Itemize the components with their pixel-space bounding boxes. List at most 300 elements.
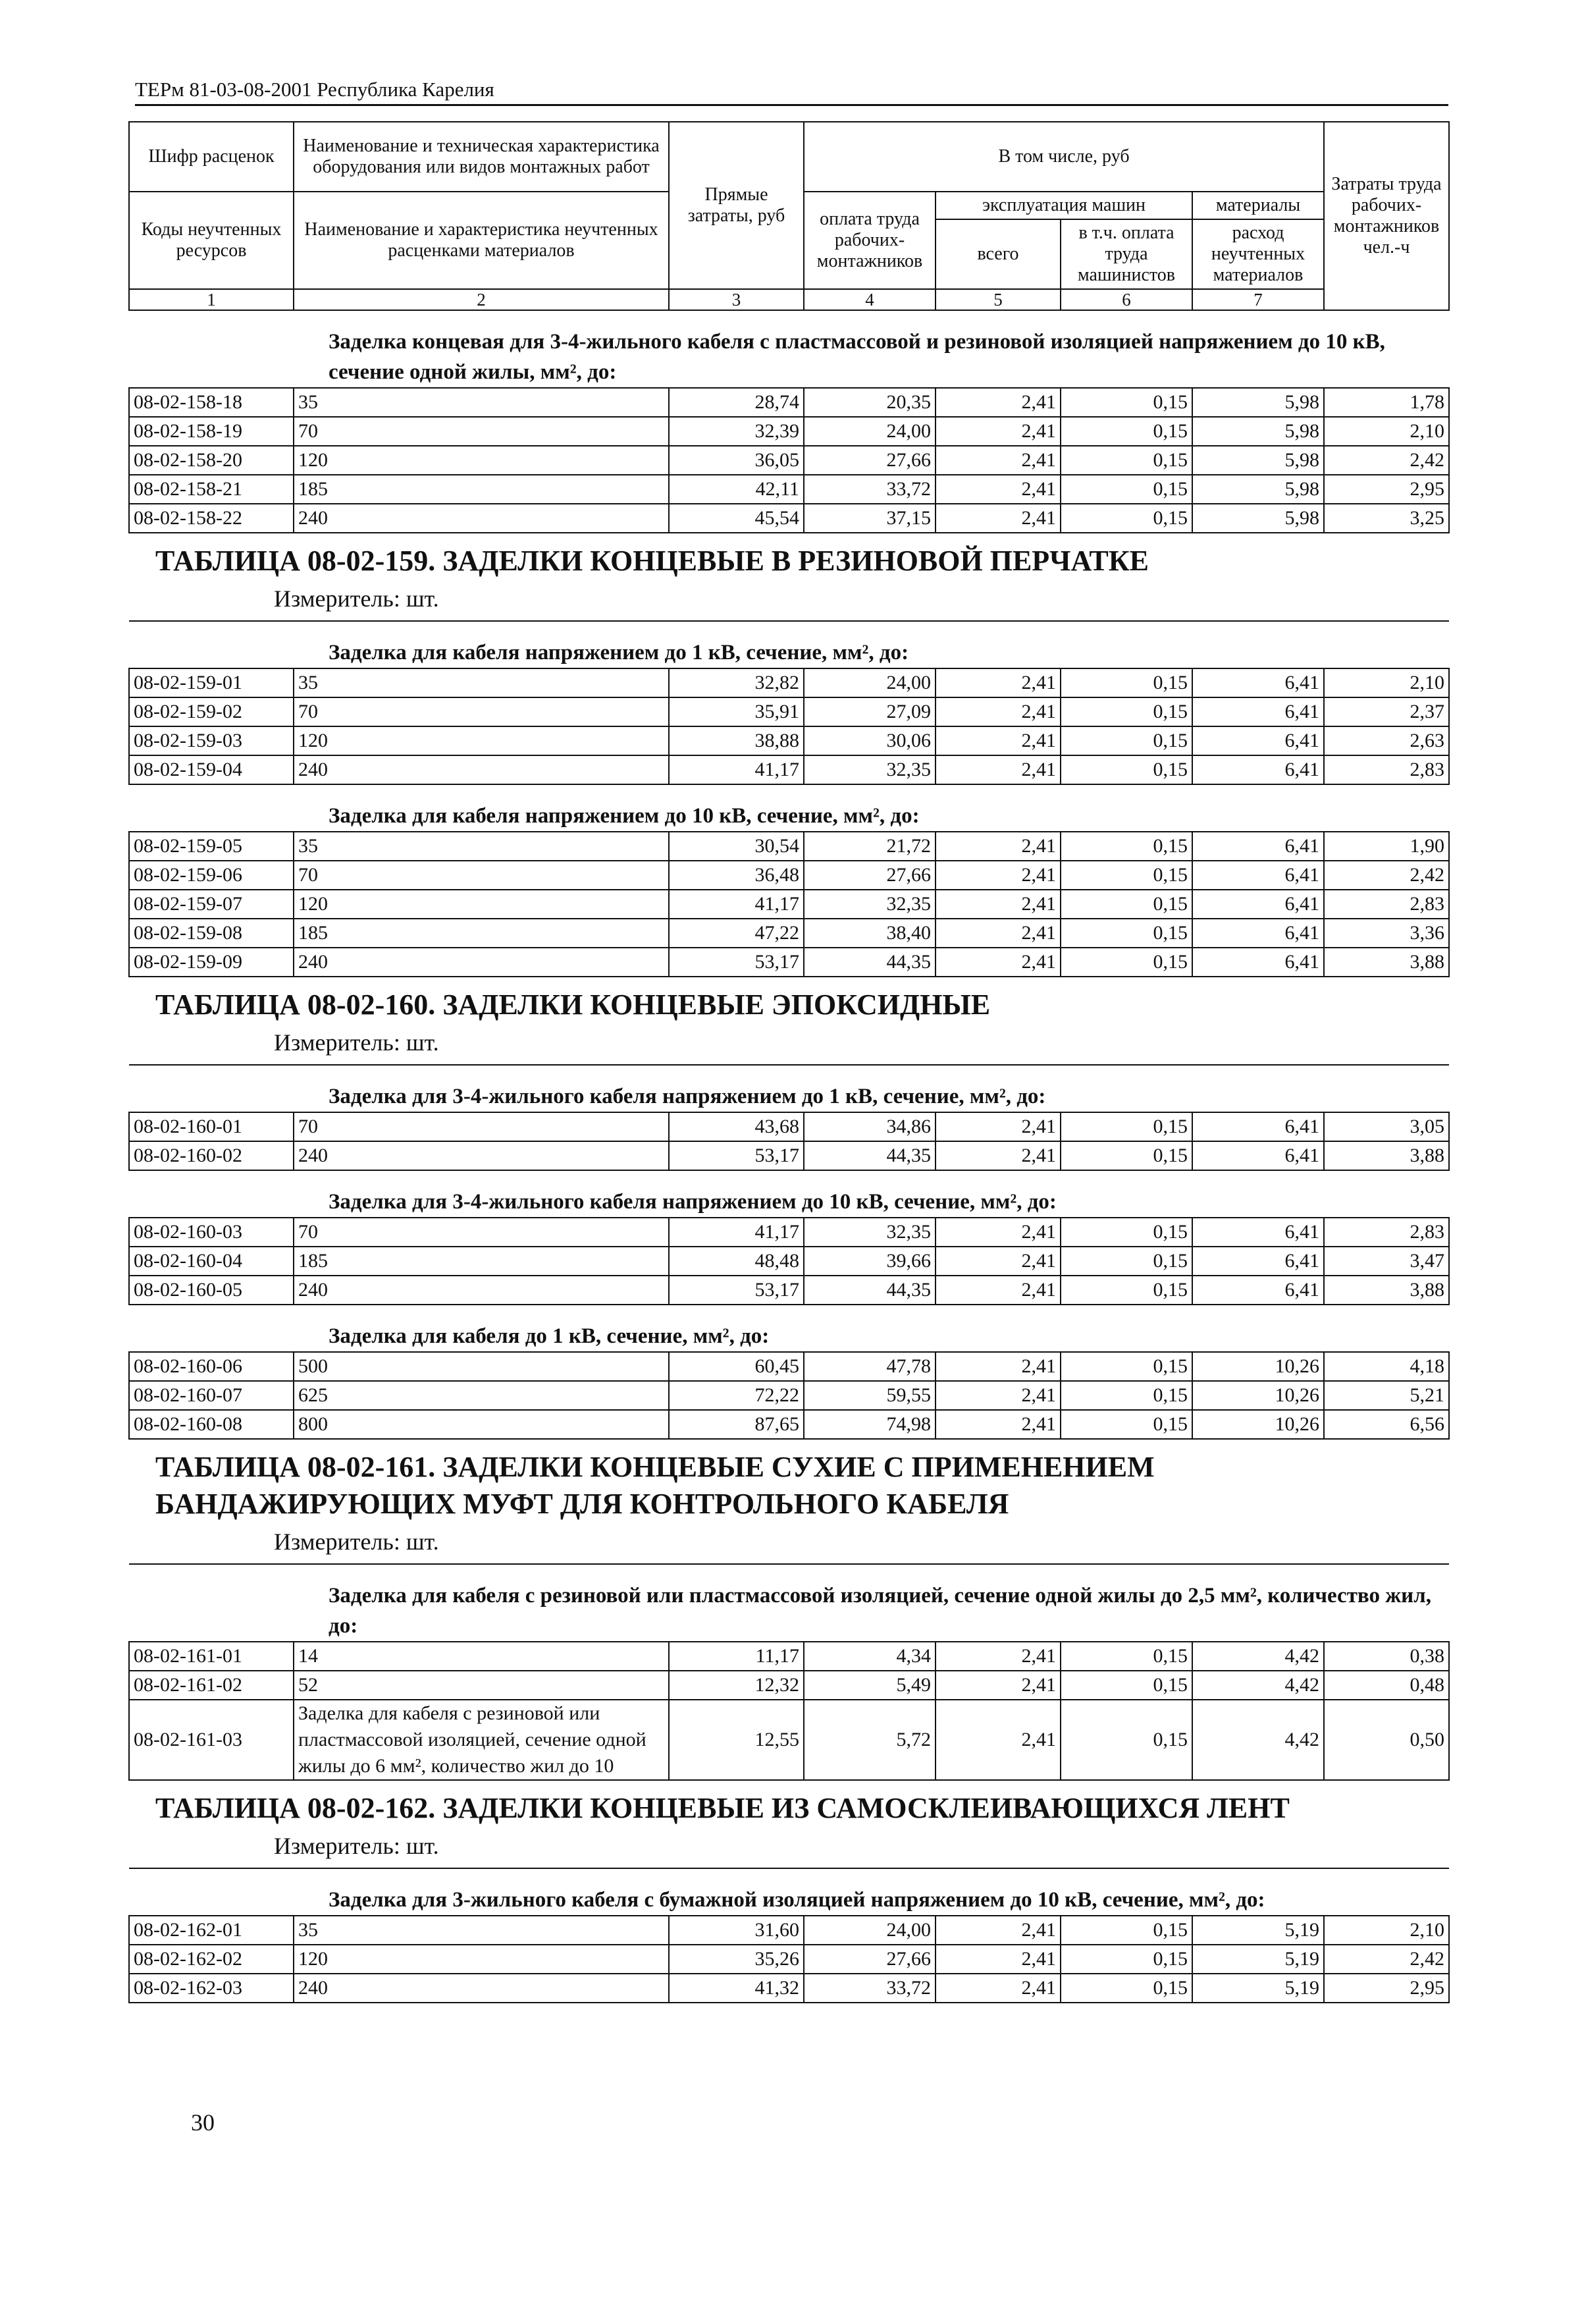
machines-wage: 0,15 xyxy=(1061,1642,1192,1671)
direct-cost: 53,17 xyxy=(669,948,804,977)
col-materials-header: материалы xyxy=(1192,192,1324,219)
labor-hours: 3,88 xyxy=(1324,1276,1449,1305)
labor-hours: 3,25 xyxy=(1324,504,1449,533)
rate-name: 70 xyxy=(294,1112,669,1141)
machines-cost: 2,41 xyxy=(936,919,1061,948)
table-row xyxy=(129,726,1449,755)
rate-name: 35 xyxy=(294,388,669,417)
rate-name: 240 xyxy=(294,504,669,533)
rate-name: 240 xyxy=(294,948,669,977)
labor-hours: 3,88 xyxy=(1324,1141,1449,1170)
table-row xyxy=(129,446,1449,475)
rate-code: 08-02-160-08 xyxy=(129,1410,294,1439)
table-row xyxy=(129,1700,1449,1780)
machines-wage: 0,15 xyxy=(1061,1352,1192,1381)
materials-cost: 10,26 xyxy=(1192,1381,1324,1410)
direct-cost: 53,17 xyxy=(669,1141,804,1170)
wage-cost: 33,72 xyxy=(804,1974,936,2003)
machines-wage: 0,15 xyxy=(1061,1247,1192,1276)
direct-cost: 41,32 xyxy=(669,1974,804,2003)
rate-code: 08-02-160-05 xyxy=(129,1276,294,1305)
measure-label: Измеритель: шт. xyxy=(129,582,1449,621)
col-number: 1 xyxy=(129,289,294,310)
col-incl-header: В том числе, руб xyxy=(804,122,1324,192)
labor-hours: 0,38 xyxy=(1324,1642,1449,1671)
machines-wage: 0,15 xyxy=(1061,832,1192,861)
section-heading-row xyxy=(129,621,1449,668)
section-heading: Заделка для кабеля до 1 кВ, сечение, мм², до: xyxy=(129,1305,1449,1352)
rate-name: 35 xyxy=(294,1916,669,1945)
materials-cost: 5,98 xyxy=(1192,446,1324,475)
col-number: 2 xyxy=(294,289,669,310)
materials-cost: 5,19 xyxy=(1192,1974,1324,2003)
machines-cost: 2,41 xyxy=(936,1410,1061,1439)
machines-cost: 2,41 xyxy=(936,1671,1061,1700)
machines-wage: 0,15 xyxy=(1061,890,1192,919)
col-name-header: Наименование и техническая характеристика оборудования или видов монтажных работ xyxy=(294,122,669,192)
labor-hours: 2,95 xyxy=(1324,475,1449,504)
direct-cost: 36,48 xyxy=(669,861,804,890)
table-title-row xyxy=(129,533,1449,582)
machines-wage: 0,15 xyxy=(1061,1141,1192,1170)
materials-cost: 5,98 xyxy=(1192,504,1324,533)
machines-cost: 2,41 xyxy=(936,832,1061,861)
labor-hours: 2,42 xyxy=(1324,1945,1449,1974)
direct-cost: 87,65 xyxy=(669,1410,804,1439)
rate-code: 08-02-159-08 xyxy=(129,919,294,948)
wage-cost: 38,40 xyxy=(804,919,936,948)
table-row xyxy=(129,1218,1449,1247)
table-row xyxy=(129,948,1449,977)
table-row xyxy=(129,388,1449,417)
rate-name: 120 xyxy=(294,446,669,475)
col-materials-sub-header: расход неучтенных материалов xyxy=(1192,219,1324,289)
labor-hours: 2,83 xyxy=(1324,755,1449,784)
table-row xyxy=(129,890,1449,919)
table-row xyxy=(129,1276,1449,1305)
rate-code: 08-02-159-03 xyxy=(129,726,294,755)
direct-cost: 43,68 xyxy=(669,1112,804,1141)
wage-cost: 27,66 xyxy=(804,861,936,890)
rate-name: 70 xyxy=(294,417,669,446)
direct-cost: 45,54 xyxy=(669,504,804,533)
rate-code: 08-02-160-07 xyxy=(129,1381,294,1410)
rate-code: 08-02-159-05 xyxy=(129,832,294,861)
materials-cost: 6,41 xyxy=(1192,697,1324,726)
wage-cost: 44,35 xyxy=(804,1276,936,1305)
machines-wage: 0,15 xyxy=(1061,726,1192,755)
direct-cost: 53,17 xyxy=(669,1276,804,1305)
section-heading: Заделка концевая для 3-4-жильного кабеля с пластмассовой и резиновой изоляцией напряжением до 10 кВ, сечение одной жилы, мм², до: xyxy=(129,310,1449,388)
rate-name: 185 xyxy=(294,1247,669,1276)
table-row xyxy=(129,1671,1449,1700)
table-row xyxy=(129,755,1449,784)
section-heading-row xyxy=(129,310,1449,388)
table-row xyxy=(129,1974,1449,2003)
machines-wage: 0,15 xyxy=(1061,861,1192,890)
machines-cost: 2,41 xyxy=(936,726,1061,755)
col-machines-wage-header: в т.ч. оплата труда машинистов xyxy=(1061,219,1192,289)
page-number: 30 xyxy=(191,2109,215,2136)
wage-cost: 27,66 xyxy=(804,446,936,475)
rate-code: 08-02-161-02 xyxy=(129,1671,294,1700)
section-heading: Заделка для 3-4-жильного кабеля напряжением до 10 кВ, сечение, мм², до: xyxy=(129,1170,1449,1218)
rate-code: 08-02-160-03 xyxy=(129,1218,294,1247)
col-number: 7 xyxy=(1192,289,1324,310)
labor-hours: 3,05 xyxy=(1324,1112,1449,1141)
labor-hours: 4,18 xyxy=(1324,1352,1449,1381)
rate-name: 70 xyxy=(294,1218,669,1247)
table-title: ТАБЛИЦА 08-02-161. ЗАДЕЛКИ КОНЦЕВЫЕ СУХИЕ С ПРИМЕНЕНИЕМ БАНДАЖИРУЮЩИХ МУФТ ДЛЯ КОНТРОЛЬНОГО КАБЕЛЯ xyxy=(129,1439,1449,1525)
rate-name: 240 xyxy=(294,1276,669,1305)
labor-hours: 2,63 xyxy=(1324,726,1449,755)
machines-wage: 0,15 xyxy=(1061,1410,1192,1439)
rate-code: 08-02-161-03 xyxy=(129,1700,294,1780)
wage-cost: 27,66 xyxy=(804,1945,936,1974)
machines-cost: 2,41 xyxy=(936,388,1061,417)
materials-cost: 6,41 xyxy=(1192,755,1324,784)
machines-wage: 0,15 xyxy=(1061,948,1192,977)
col-number: 6 xyxy=(1061,289,1192,310)
rate-name: 120 xyxy=(294,1945,669,1974)
wage-cost: 33,72 xyxy=(804,475,936,504)
rate-code: 08-02-158-21 xyxy=(129,475,294,504)
machines-wage: 0,15 xyxy=(1061,755,1192,784)
wage-cost: 21,72 xyxy=(804,832,936,861)
machines-cost: 2,41 xyxy=(936,668,1061,697)
measure-row xyxy=(129,1026,1449,1065)
rate-code: 08-02-159-01 xyxy=(129,668,294,697)
col-codes-header: Коды неучтенных ресурсов xyxy=(129,192,294,289)
rate-name: 240 xyxy=(294,1141,669,1170)
rate-name: 185 xyxy=(294,919,669,948)
materials-cost: 5,98 xyxy=(1192,475,1324,504)
machines-wage: 0,15 xyxy=(1061,668,1192,697)
rate-code: 08-02-162-02 xyxy=(129,1945,294,1974)
col-wage-header: оплата труда рабочих-монтажников xyxy=(804,192,936,289)
section-heading-row xyxy=(129,784,1449,832)
materials-cost: 6,41 xyxy=(1192,861,1324,890)
materials-cost: 10,26 xyxy=(1192,1410,1324,1439)
rate-code: 08-02-160-02 xyxy=(129,1141,294,1170)
direct-cost: 28,74 xyxy=(669,388,804,417)
table-title-row xyxy=(129,1780,1449,1829)
rate-name: 70 xyxy=(294,697,669,726)
machines-wage: 0,15 xyxy=(1061,1916,1192,1945)
direct-cost: 36,05 xyxy=(669,446,804,475)
wage-cost: 32,35 xyxy=(804,755,936,784)
machines-cost: 2,41 xyxy=(936,1381,1061,1410)
labor-hours: 6,56 xyxy=(1324,1410,1449,1439)
table-title: ТАБЛИЦА 08-02-160. ЗАДЕЛКИ КОНЦЕВЫЕ ЭПОКСИДНЫЕ xyxy=(129,977,1449,1026)
materials-cost: 6,41 xyxy=(1192,890,1324,919)
direct-cost: 31,60 xyxy=(669,1916,804,1945)
labor-hours: 0,48 xyxy=(1324,1671,1449,1700)
section-heading-row xyxy=(129,1170,1449,1218)
rate-code: 08-02-161-01 xyxy=(129,1642,294,1671)
table-title-row xyxy=(129,1439,1449,1525)
col-machines-total-header: всего xyxy=(936,219,1061,289)
rate-code: 08-02-159-07 xyxy=(129,890,294,919)
section-heading-row xyxy=(129,1305,1449,1352)
wage-cost: 30,06 xyxy=(804,726,936,755)
direct-cost: 12,55 xyxy=(669,1700,804,1780)
materials-cost: 4,42 xyxy=(1192,1671,1324,1700)
labor-hours: 2,10 xyxy=(1324,1916,1449,1945)
materials-cost: 4,42 xyxy=(1192,1642,1324,1671)
section-heading-row xyxy=(129,1564,1449,1642)
rate-code: 08-02-162-01 xyxy=(129,1916,294,1945)
direct-cost: 60,45 xyxy=(669,1352,804,1381)
rate-code: 08-02-160-06 xyxy=(129,1352,294,1381)
machines-wage: 0,15 xyxy=(1061,697,1192,726)
rate-name: 625 xyxy=(294,1381,669,1410)
machines-cost: 2,41 xyxy=(936,755,1061,784)
materials-cost: 5,98 xyxy=(1192,417,1324,446)
machines-cost: 2,41 xyxy=(936,1276,1061,1305)
labor-hours: 1,78 xyxy=(1324,388,1449,417)
rate-code: 08-02-158-19 xyxy=(129,417,294,446)
col-direct-header: Прямые затраты, руб xyxy=(669,122,804,289)
wage-cost: 37,15 xyxy=(804,504,936,533)
materials-cost: 6,41 xyxy=(1192,726,1324,755)
wage-cost: 20,35 xyxy=(804,388,936,417)
measure-row xyxy=(129,1829,1449,1868)
machines-cost: 2,41 xyxy=(936,1642,1061,1671)
materials-cost: 5,19 xyxy=(1192,1916,1324,1945)
labor-hours: 1,90 xyxy=(1324,832,1449,861)
labor-hours: 2,42 xyxy=(1324,861,1449,890)
rate-name: 35 xyxy=(294,832,669,861)
machines-cost: 2,41 xyxy=(936,475,1061,504)
measure-label: Измеритель: шт. xyxy=(129,1525,1449,1564)
wage-cost: 47,78 xyxy=(804,1352,936,1381)
machines-cost: 2,41 xyxy=(936,1141,1061,1170)
wage-cost: 5,72 xyxy=(804,1700,936,1780)
machines-cost: 2,41 xyxy=(936,417,1061,446)
col-machines-header: эксплуатация машин xyxy=(936,192,1192,219)
rate-code: 08-02-160-01 xyxy=(129,1112,294,1141)
header-number-row xyxy=(129,289,1449,310)
machines-cost: 2,41 xyxy=(936,697,1061,726)
machines-cost: 2,41 xyxy=(936,446,1061,475)
wage-cost: 39,66 xyxy=(804,1247,936,1276)
table-row xyxy=(129,417,1449,446)
direct-cost: 32,39 xyxy=(669,417,804,446)
machines-wage: 0,15 xyxy=(1061,1945,1192,1974)
table-row xyxy=(129,1112,1449,1141)
table-title: ТАБЛИЦА 08-02-159. ЗАДЕЛКИ КОНЦЕВЫЕ В РЕЗИНОВОЙ ПЕРЧАТКЕ xyxy=(129,533,1449,582)
rate-code: 08-02-159-02 xyxy=(129,697,294,726)
wage-cost: 24,00 xyxy=(804,417,936,446)
section-heading: Заделка для кабеля напряжением до 1 кВ, сечение, мм², до: xyxy=(129,621,1449,668)
table-row xyxy=(129,861,1449,890)
materials-cost: 6,41 xyxy=(1192,832,1324,861)
machines-wage: 0,15 xyxy=(1061,1381,1192,1410)
table-row xyxy=(129,1916,1449,1945)
rate-code: 08-02-159-09 xyxy=(129,948,294,977)
machines-cost: 2,41 xyxy=(936,1247,1061,1276)
machines-wage: 0,15 xyxy=(1061,475,1192,504)
col-cipher-header: Шифр расценок xyxy=(129,122,294,192)
wage-cost: 34,86 xyxy=(804,1112,936,1141)
materials-cost: 6,41 xyxy=(1192,1112,1324,1141)
table-row xyxy=(129,475,1449,504)
table-row xyxy=(129,1247,1449,1276)
machines-wage: 0,15 xyxy=(1061,446,1192,475)
machines-cost: 2,41 xyxy=(936,504,1061,533)
rates-table xyxy=(128,121,1450,2003)
materials-cost: 6,41 xyxy=(1192,1276,1324,1305)
rate-code: 08-02-158-22 xyxy=(129,504,294,533)
rate-name: Заделка для кабеля с резиновой или пластмассовой изоляцией, сечение одной жилы до 6 мм², количество жил до 10 xyxy=(294,1700,669,1780)
direct-cost: 11,17 xyxy=(669,1642,804,1671)
section-heading: Заделка для кабеля с резиновой или пластмассовой изоляцией, сечение одной жилы до 2,5 мм², количество жил, до: xyxy=(129,1564,1449,1642)
table-row xyxy=(129,1945,1449,1974)
wage-cost: 44,35 xyxy=(804,1141,936,1170)
table-row xyxy=(129,1352,1449,1381)
machines-wage: 0,15 xyxy=(1061,919,1192,948)
machines-cost: 2,41 xyxy=(936,1218,1061,1247)
direct-cost: 35,91 xyxy=(669,697,804,726)
direct-cost: 42,11 xyxy=(669,475,804,504)
col-number: 3 xyxy=(669,289,804,310)
rate-code: 08-02-158-18 xyxy=(129,388,294,417)
table-row xyxy=(129,1642,1449,1671)
measure-row xyxy=(129,582,1449,621)
machines-wage: 0,15 xyxy=(1061,388,1192,417)
materials-cost: 6,41 xyxy=(1192,919,1324,948)
table-body xyxy=(129,122,1449,2003)
col-name2-header: Наименование и характеристика неучтенных расценками материалов xyxy=(294,192,669,289)
rate-code: 08-02-159-06 xyxy=(129,861,294,890)
rate-name: 70 xyxy=(294,861,669,890)
labor-hours: 0,50 xyxy=(1324,1700,1449,1780)
labor-hours: 2,83 xyxy=(1324,1218,1449,1247)
table-row xyxy=(129,668,1449,697)
direct-cost: 32,82 xyxy=(669,668,804,697)
materials-cost: 10,26 xyxy=(1192,1352,1324,1381)
labor-hours: 3,36 xyxy=(1324,919,1449,948)
machines-wage: 0,15 xyxy=(1061,1671,1192,1700)
table-row xyxy=(129,697,1449,726)
direct-cost: 35,26 xyxy=(669,1945,804,1974)
rate-name: 120 xyxy=(294,726,669,755)
measure-row xyxy=(129,1525,1449,1564)
rate-code: 08-02-160-04 xyxy=(129,1247,294,1276)
rate-name: 500 xyxy=(294,1352,669,1381)
section-heading: Заделка для кабеля напряжением до 10 кВ, сечение, мм², до: xyxy=(129,784,1449,832)
rate-name: 120 xyxy=(294,890,669,919)
machines-wage: 0,15 xyxy=(1061,1112,1192,1141)
materials-cost: 4,42 xyxy=(1192,1700,1324,1780)
materials-cost: 6,41 xyxy=(1192,668,1324,697)
col-labor-header: Затраты труда рабочих-монтажников чел.-ч xyxy=(1324,122,1449,310)
rate-name: 240 xyxy=(294,755,669,784)
machines-cost: 2,41 xyxy=(936,1112,1061,1141)
direct-cost: 38,88 xyxy=(669,726,804,755)
machines-cost: 2,41 xyxy=(936,1352,1061,1381)
col-number: 4 xyxy=(804,289,936,310)
machines-wage: 0,15 xyxy=(1061,1218,1192,1247)
materials-cost: 5,98 xyxy=(1192,388,1324,417)
rate-name: 35 xyxy=(294,668,669,697)
labor-hours: 2,10 xyxy=(1324,417,1449,446)
materials-cost: 6,41 xyxy=(1192,1218,1324,1247)
rate-name: 52 xyxy=(294,1671,669,1700)
table-row xyxy=(129,1410,1449,1439)
rate-name: 800 xyxy=(294,1410,669,1439)
materials-cost: 6,41 xyxy=(1192,948,1324,977)
wage-cost: 74,98 xyxy=(804,1410,936,1439)
table-row xyxy=(129,832,1449,861)
wage-cost: 27,09 xyxy=(804,697,936,726)
machines-cost: 2,41 xyxy=(936,1974,1061,2003)
col-number: 5 xyxy=(936,289,1061,310)
table-title-row xyxy=(129,977,1449,1026)
machines-wage: 0,15 xyxy=(1061,1276,1192,1305)
table-title: ТАБЛИЦА 08-02-162. ЗАДЕЛКИ КОНЦЕВЫЕ ИЗ САМОСКЛЕИВАЮЩИХСЯ ЛЕНТ xyxy=(129,1780,1449,1829)
direct-cost: 72,22 xyxy=(669,1381,804,1410)
wage-cost: 32,35 xyxy=(804,1218,936,1247)
machines-cost: 2,41 xyxy=(936,948,1061,977)
wage-cost: 32,35 xyxy=(804,890,936,919)
direct-cost: 41,17 xyxy=(669,1218,804,1247)
machines-cost: 2,41 xyxy=(936,890,1061,919)
machines-wage: 0,15 xyxy=(1061,417,1192,446)
materials-cost: 5,19 xyxy=(1192,1945,1324,1974)
section-heading: Заделка для 3-жильного кабеля с бумажной изоляцией напряжением до 10 кВ, сечение, мм², до: xyxy=(129,1868,1449,1916)
machines-wage: 0,15 xyxy=(1061,1974,1192,2003)
rate-code: 08-02-162-03 xyxy=(129,1974,294,2003)
direct-cost: 41,17 xyxy=(669,890,804,919)
machines-cost: 2,41 xyxy=(936,1945,1061,1974)
materials-cost: 6,41 xyxy=(1192,1141,1324,1170)
table-row xyxy=(129,504,1449,533)
labor-hours: 3,88 xyxy=(1324,948,1449,977)
labor-hours: 2,37 xyxy=(1324,697,1449,726)
wage-cost: 24,00 xyxy=(804,1916,936,1945)
rate-name: 185 xyxy=(294,475,669,504)
materials-cost: 6,41 xyxy=(1192,1247,1324,1276)
machines-cost: 2,41 xyxy=(936,1700,1061,1780)
rate-code: 08-02-159-04 xyxy=(129,755,294,784)
labor-hours: 5,21 xyxy=(1324,1381,1449,1410)
labor-hours: 2,95 xyxy=(1324,1974,1449,2003)
rate-name: 240 xyxy=(294,1974,669,2003)
measure-label: Измеритель: шт. xyxy=(129,1829,1449,1868)
section-heading-row xyxy=(129,1065,1449,1112)
section-heading-row xyxy=(129,1868,1449,1916)
labor-hours: 3,47 xyxy=(1324,1247,1449,1276)
wage-cost: 59,55 xyxy=(804,1381,936,1410)
direct-cost: 12,32 xyxy=(669,1671,804,1700)
wage-cost: 4,34 xyxy=(804,1642,936,1671)
page-header: ТЕРм 81-03-08-2001 Республика Карелия xyxy=(135,78,1448,106)
table-row xyxy=(129,1381,1449,1410)
labor-hours: 2,10 xyxy=(1324,668,1449,697)
measure-label: Измеритель: шт. xyxy=(129,1026,1449,1065)
direct-cost: 41,17 xyxy=(669,755,804,784)
rate-code: 08-02-158-20 xyxy=(129,446,294,475)
table-row xyxy=(129,919,1449,948)
wage-cost: 44,35 xyxy=(804,948,936,977)
machines-wage: 0,15 xyxy=(1061,504,1192,533)
direct-cost: 30,54 xyxy=(669,832,804,861)
labor-hours: 2,83 xyxy=(1324,890,1449,919)
direct-cost: 48,48 xyxy=(669,1247,804,1276)
wage-cost: 24,00 xyxy=(804,668,936,697)
